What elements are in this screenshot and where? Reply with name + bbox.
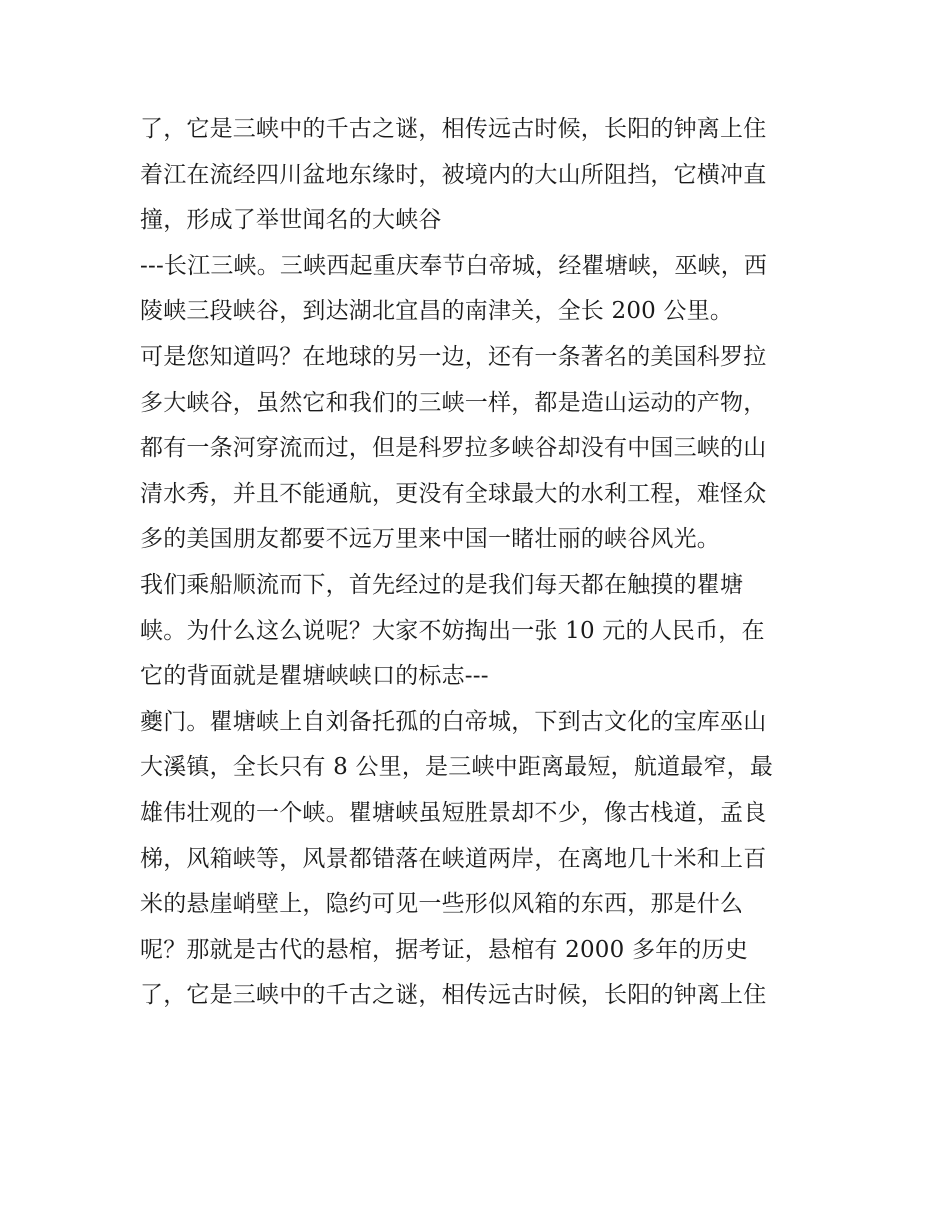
text-line: 雄伟壮观的一个峡。瞿塘峡虽短胜景却不少，像古栈道，孟良 [140,799,767,826]
text-line: 了，它是三峡中的千古之谜，相传远古时候，长阳的钟离上住 [140,982,767,1009]
text-line: 多大峡谷，虽然它和我们的三峡一样，都是造山运动的产物， [140,389,767,416]
text-line: 都有一条河穿流而过，但是科罗拉多峡谷却没有中国三峡的山 [140,435,767,462]
text-line: 它的背面就是瞿塘峡峡口的标志--- [140,663,489,690]
document-body-text [140,107,820,1019]
text-line: 着江在流经四川盆地东缘时，被境内的大山所阻挡，它横冲直 [140,161,767,188]
text-line: ---长江三峡。三峡西起重庆奉节白帝城，经瞿塘峡，巫峡，西 [140,252,768,279]
text-line: 夔门。瞿塘峡上自刘备托孤的白帝城，下到古文化的宝库巫山 [140,708,767,735]
text-line: 峡。为什么这么说呢？大家不妨掏出一张 10 元的人民币，在 [140,617,765,644]
text-line: 可是您知道吗？在地球的另一边，还有一条著名的美国科罗拉 [140,343,767,370]
text-line: 梯，风箱峡等，风景都错落在峡道两岸，在离地几十米和上百 [140,845,767,872]
text-line: 陵峡三段峡谷，到达湖北宜昌的南津关，全长 200 公里。 [140,298,734,325]
text-line: 撞，形成了举世闻名的大峡谷 [140,207,442,234]
text-line: 我们乘船顺流而下，首先经过的是我们每天都在触摸的瞿塘 [140,571,744,598]
text-line: 了，它是三峡中的千古之谜，相传远古时候，长阳的钟离上住 [140,116,767,142]
text-line: 米的悬崖峭壁上，隐约可见一些形似风箱的东西，那是什么 [140,891,744,918]
text-line: 呢？那就是古代的悬棺，据考证，悬棺有 2000 多年的历史 [140,936,748,963]
text-line: 大溪镇，全长只有 8 公里，是三峡中距离最短，航道最窄，最 [140,754,774,781]
text-line: 多的美国朋友都要不远万里来中国一睹壮丽的峡谷风光。 [140,526,720,553]
text-line: 清水秀，并且不能通航，更没有全球最大的水利工程，难怪众 [140,480,767,507]
